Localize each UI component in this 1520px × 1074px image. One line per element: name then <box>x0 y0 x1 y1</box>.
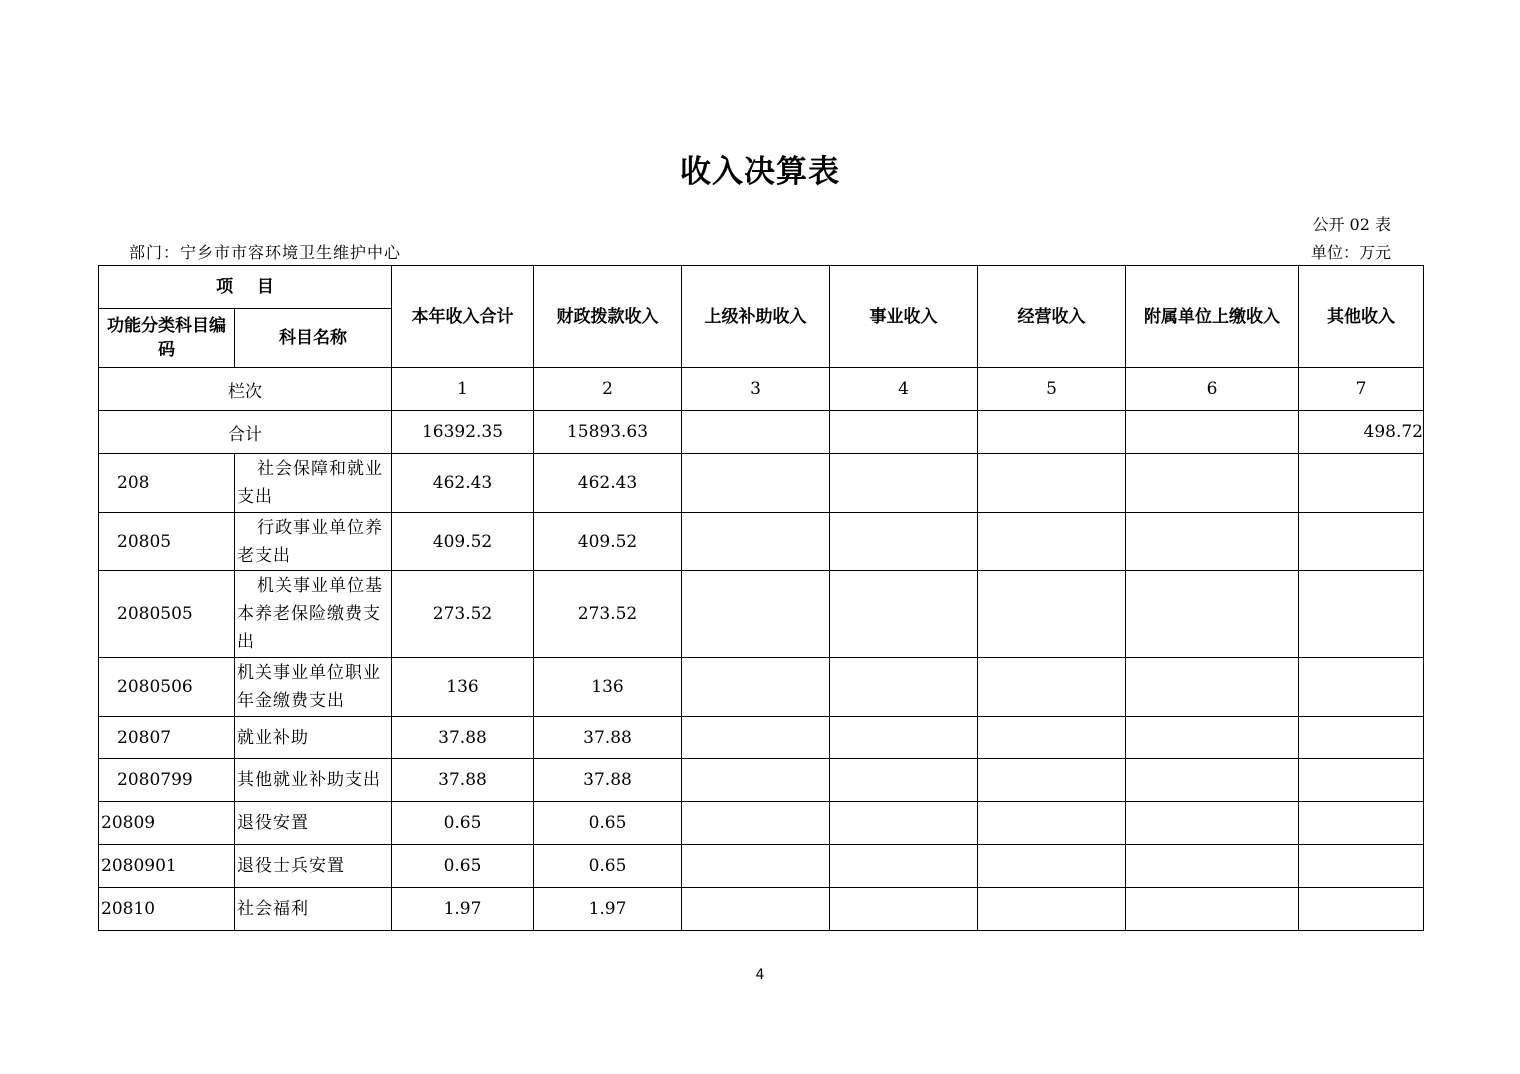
total-cell: 37.88 <box>392 759 534 802</box>
empty-cell <box>978 888 1126 931</box>
empty-cell <box>682 513 830 571</box>
empty-cell <box>1299 513 1424 571</box>
total-income-cell: 16392.35 <box>392 411 534 454</box>
empty-cell <box>830 571 978 658</box>
form-number: 公开 02 表 <box>1312 215 1391 234</box>
fiscal-cell: 409.52 <box>534 513 682 571</box>
code-cell: 20809 <box>99 802 235 845</box>
empty-cell <box>1126 717 1299 759</box>
empty-cell <box>682 845 830 888</box>
name-cell: 社会福利 <box>235 888 392 931</box>
header-row-1 <box>99 266 1424 309</box>
header-project: 项 目 <box>99 266 392 309</box>
column-number-row <box>99 368 1424 411</box>
code-cell: 2080799 <box>99 759 235 802</box>
table-row <box>99 571 1424 658</box>
total-cell: 1.97 <box>392 888 534 931</box>
table-row <box>99 802 1424 845</box>
code-cell: 2080506 <box>99 658 235 717</box>
name-cell: 机关事业单位基本养老保险缴费支出 <box>235 571 392 658</box>
header-affiliated: 附属单位上缴收入 <box>1126 266 1299 368</box>
code-cell: 20805 <box>99 513 235 571</box>
total-business-cell <box>830 411 978 454</box>
fiscal-cell: 0.65 <box>534 845 682 888</box>
empty-cell <box>830 888 978 931</box>
code-cell: 20807 <box>99 717 235 759</box>
table-row <box>99 454 1424 513</box>
empty-cell <box>682 571 830 658</box>
column-number: 4 <box>830 368 978 411</box>
name-cell: 退役安置 <box>235 802 392 845</box>
total-cell: 37.88 <box>392 717 534 759</box>
code-cell: 208 <box>99 454 235 513</box>
empty-cell <box>830 759 978 802</box>
total-label: 合计 <box>99 411 392 454</box>
table-row <box>99 759 1424 802</box>
total-superior-cell <box>682 411 830 454</box>
empty-cell <box>682 759 830 802</box>
code-cell: 20810 <box>99 888 235 931</box>
empty-cell <box>830 717 978 759</box>
empty-cell <box>682 658 830 717</box>
empty-cell <box>1126 454 1299 513</box>
empty-cell <box>978 845 1126 888</box>
empty-cell <box>1126 888 1299 931</box>
name-cell: 机关事业单位职业年金缴费支出 <box>235 658 392 717</box>
fiscal-cell: 37.88 <box>534 759 682 802</box>
total-fiscal-cell: 15893.63 <box>534 411 682 454</box>
empty-cell <box>978 454 1126 513</box>
column-number: 3 <box>682 368 830 411</box>
name-cell: 社会保障和就业支出 <box>235 454 392 513</box>
column-number: 5 <box>978 368 1126 411</box>
column-number-label: 栏次 <box>99 368 392 411</box>
empty-cell <box>978 759 1126 802</box>
empty-cell <box>1299 759 1424 802</box>
empty-cell <box>830 845 978 888</box>
empty-cell <box>1299 571 1424 658</box>
header-name: 科目名称 <box>235 309 392 368</box>
empty-cell <box>1126 759 1299 802</box>
empty-cell <box>1126 513 1299 571</box>
code-cell: 2080505 <box>99 571 235 658</box>
total-row <box>99 411 1424 454</box>
table-row <box>99 658 1424 717</box>
empty-cell <box>830 454 978 513</box>
total-cell: 136 <box>392 658 534 717</box>
fiscal-cell: 273.52 <box>534 571 682 658</box>
table-row <box>99 717 1424 759</box>
total-cell: 462.43 <box>392 454 534 513</box>
name-cell: 行政事业单位养老支出 <box>235 513 392 571</box>
empty-cell <box>1126 571 1299 658</box>
empty-cell <box>1299 717 1424 759</box>
name-cell: 其他就业补助支出 <box>235 759 392 802</box>
name-cell: 就业补助 <box>235 717 392 759</box>
header-total: 本年收入合计 <box>392 266 534 368</box>
header-business: 事业收入 <box>830 266 978 368</box>
empty-cell <box>978 658 1126 717</box>
header-operating: 经营收入 <box>978 266 1126 368</box>
empty-cell <box>978 571 1126 658</box>
total-affiliated-cell <box>1126 411 1299 454</box>
header-other: 其他收入 <box>1299 266 1424 368</box>
column-number: 6 <box>1126 368 1299 411</box>
fiscal-cell: 1.97 <box>534 888 682 931</box>
empty-cell <box>1126 658 1299 717</box>
code-cell: 2080901 <box>99 845 235 888</box>
table-row <box>99 845 1424 888</box>
empty-cell <box>978 513 1126 571</box>
empty-cell <box>682 454 830 513</box>
page-number: 4 <box>755 967 765 983</box>
empty-cell <box>830 513 978 571</box>
empty-cell <box>1299 845 1424 888</box>
empty-cell <box>1126 845 1299 888</box>
empty-cell <box>1299 454 1424 513</box>
income-table <box>98 265 1424 931</box>
unit-label: 单位：万元 <box>1310 243 1391 262</box>
empty-cell <box>1299 888 1424 931</box>
fiscal-cell: 37.88 <box>534 717 682 759</box>
fiscal-cell: 462.43 <box>534 454 682 513</box>
total-operating-cell <box>978 411 1126 454</box>
empty-cell <box>682 888 830 931</box>
header-fiscal: 财政拨款收入 <box>534 266 682 368</box>
page-title: 收入决算表 <box>680 154 840 190</box>
table-row <box>99 888 1424 931</box>
column-number: 7 <box>1299 368 1424 411</box>
empty-cell <box>682 802 830 845</box>
empty-cell <box>1126 802 1299 845</box>
table-row <box>99 513 1424 571</box>
empty-cell <box>978 802 1126 845</box>
empty-cell <box>830 802 978 845</box>
total-cell: 0.65 <box>392 802 534 845</box>
header-superior: 上级补助收入 <box>682 266 830 368</box>
total-cell: 273.52 <box>392 571 534 658</box>
column-number: 1 <box>392 368 534 411</box>
total-cell: 409.52 <box>392 513 534 571</box>
empty-cell <box>682 717 830 759</box>
header-code: 功能分类科目编码 <box>99 309 235 368</box>
fiscal-cell: 136 <box>534 658 682 717</box>
total-cell: 0.65 <box>392 845 534 888</box>
empty-cell <box>1299 658 1424 717</box>
empty-cell <box>830 658 978 717</box>
empty-cell <box>1299 802 1424 845</box>
column-number: 2 <box>534 368 682 411</box>
fiscal-cell: 0.65 <box>534 802 682 845</box>
empty-cell <box>978 717 1126 759</box>
department-label: 部门：宁乡市市容环境卫生维护中心 <box>129 243 402 262</box>
name-cell: 退役士兵安置 <box>235 845 392 888</box>
total-other-cell: 498.72 <box>1299 411 1424 454</box>
